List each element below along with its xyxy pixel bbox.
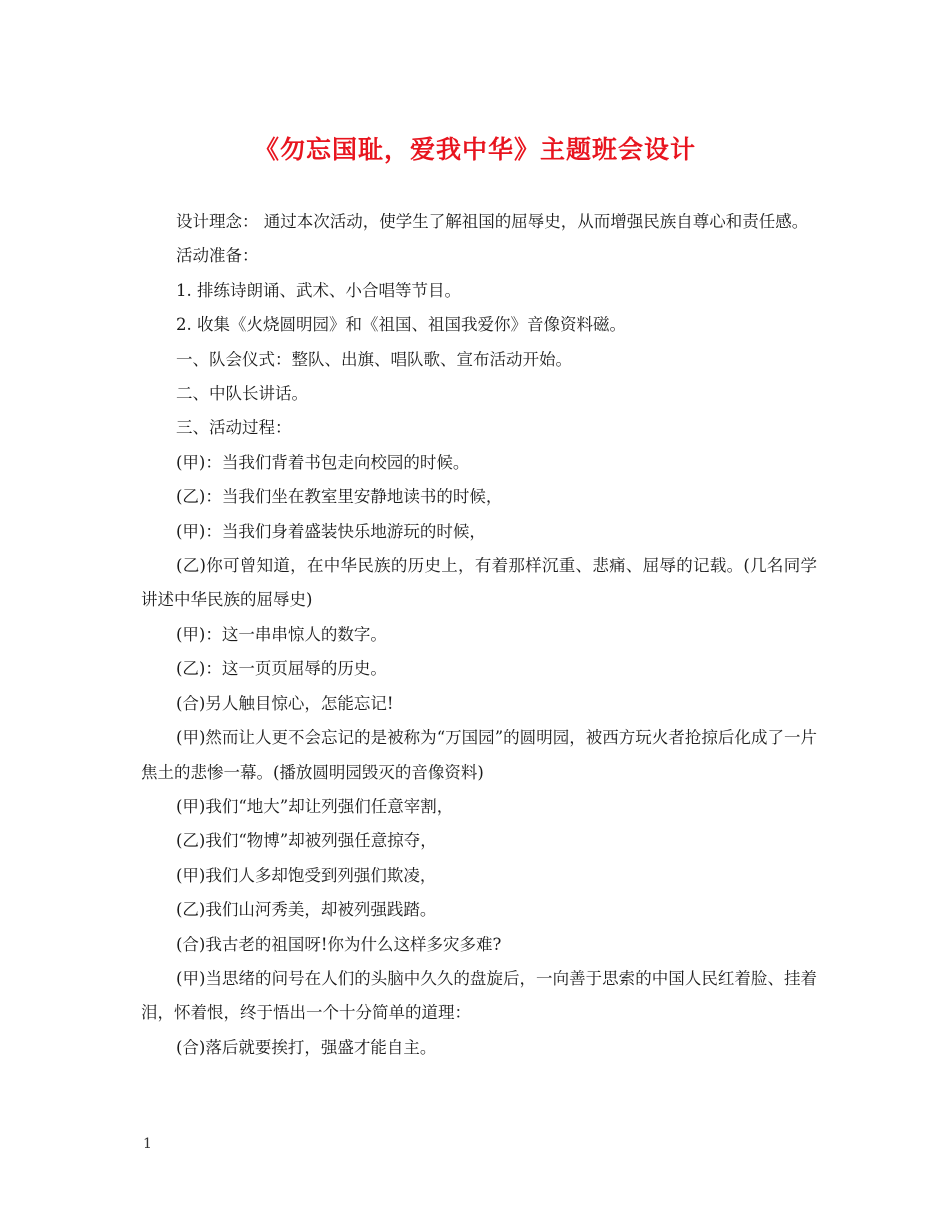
paragraph: (合)落后就要挨打，强盛才能自主。 xyxy=(176,1037,437,1057)
paragraph: 一、队会仪式：整队、出旗、唱队歌、宣布活动开始。 xyxy=(176,349,572,369)
paragraph: 二、中队长讲话。 xyxy=(176,384,308,404)
paragraph: (甲)：当我们身着盛装快乐地游玩的时候， xyxy=(176,521,486,541)
document-title: 《勿忘国耻，爱我中华》主题班会设计 xyxy=(253,135,696,164)
paragraph: (合)我古老的祖国呀!你为什么这样多灾多难? xyxy=(176,934,502,954)
paragraph: 设计理念： 通过本次活动，使学生了解祖国的屈辱史，从而增强民族自尊心和责任感。 xyxy=(176,212,809,231)
paragraph: (乙)我们山河秀美，却被列强践踏。 xyxy=(176,900,437,920)
paragraph: 2. 收集《火烧圆明园》和《祖国、祖国我爱你》音像资料磁。 xyxy=(176,315,626,335)
paragraph: (甲)：这一串串惊人的数字。 xyxy=(176,624,387,644)
paragraph: (甲)然而让人更不会忘记的是被称为“万国园”的圆明园，被西方玩火者抢掠后化成了一片焦土的悲惨一幕。(播放圆明园毁灭的音像资料) xyxy=(141,728,817,782)
page-number: 1 xyxy=(143,1136,152,1152)
paragraph: (乙)你可曾知道，在中华民族的历史上，有着那样沉重、悲痛、屈辱的记载。(几名同学讲述中华民族的屈辱史) xyxy=(141,556,817,610)
paragraph: (甲)当思绪的问号在人们的头脑中久久的盘旋后，一向善于思索的中国人民红着脸、挂着泪，怀着恨，终于悟出一个十分简单的道理： xyxy=(141,968,817,1023)
document-body xyxy=(141,205,817,1065)
paragraph: 三、活动过程： xyxy=(176,418,292,438)
paragraph: (乙)：这一页页屈辱的历史。 xyxy=(176,659,387,679)
paragraph: 活动准备： xyxy=(176,246,259,266)
paragraph: 1. 排练诗朗诵、武术、小合唱等节目。 xyxy=(176,280,461,300)
paragraph: (甲)我们“地大”却让列强们任意宰割， xyxy=(176,796,454,816)
paragraph: (甲)我们人多却饱受到列强们欺凌， xyxy=(176,865,437,885)
paragraph: (乙)：当我们坐在教室里安静地读书的时候， xyxy=(176,487,503,507)
paragraph: (合)另人触目惊心，怎能忘记! xyxy=(176,693,394,713)
paragraph: (乙)我们“物博”却被列强任意掠夺， xyxy=(176,831,437,851)
paragraph: (甲)：当我们背着书包走向校园的时候。 xyxy=(176,452,470,472)
